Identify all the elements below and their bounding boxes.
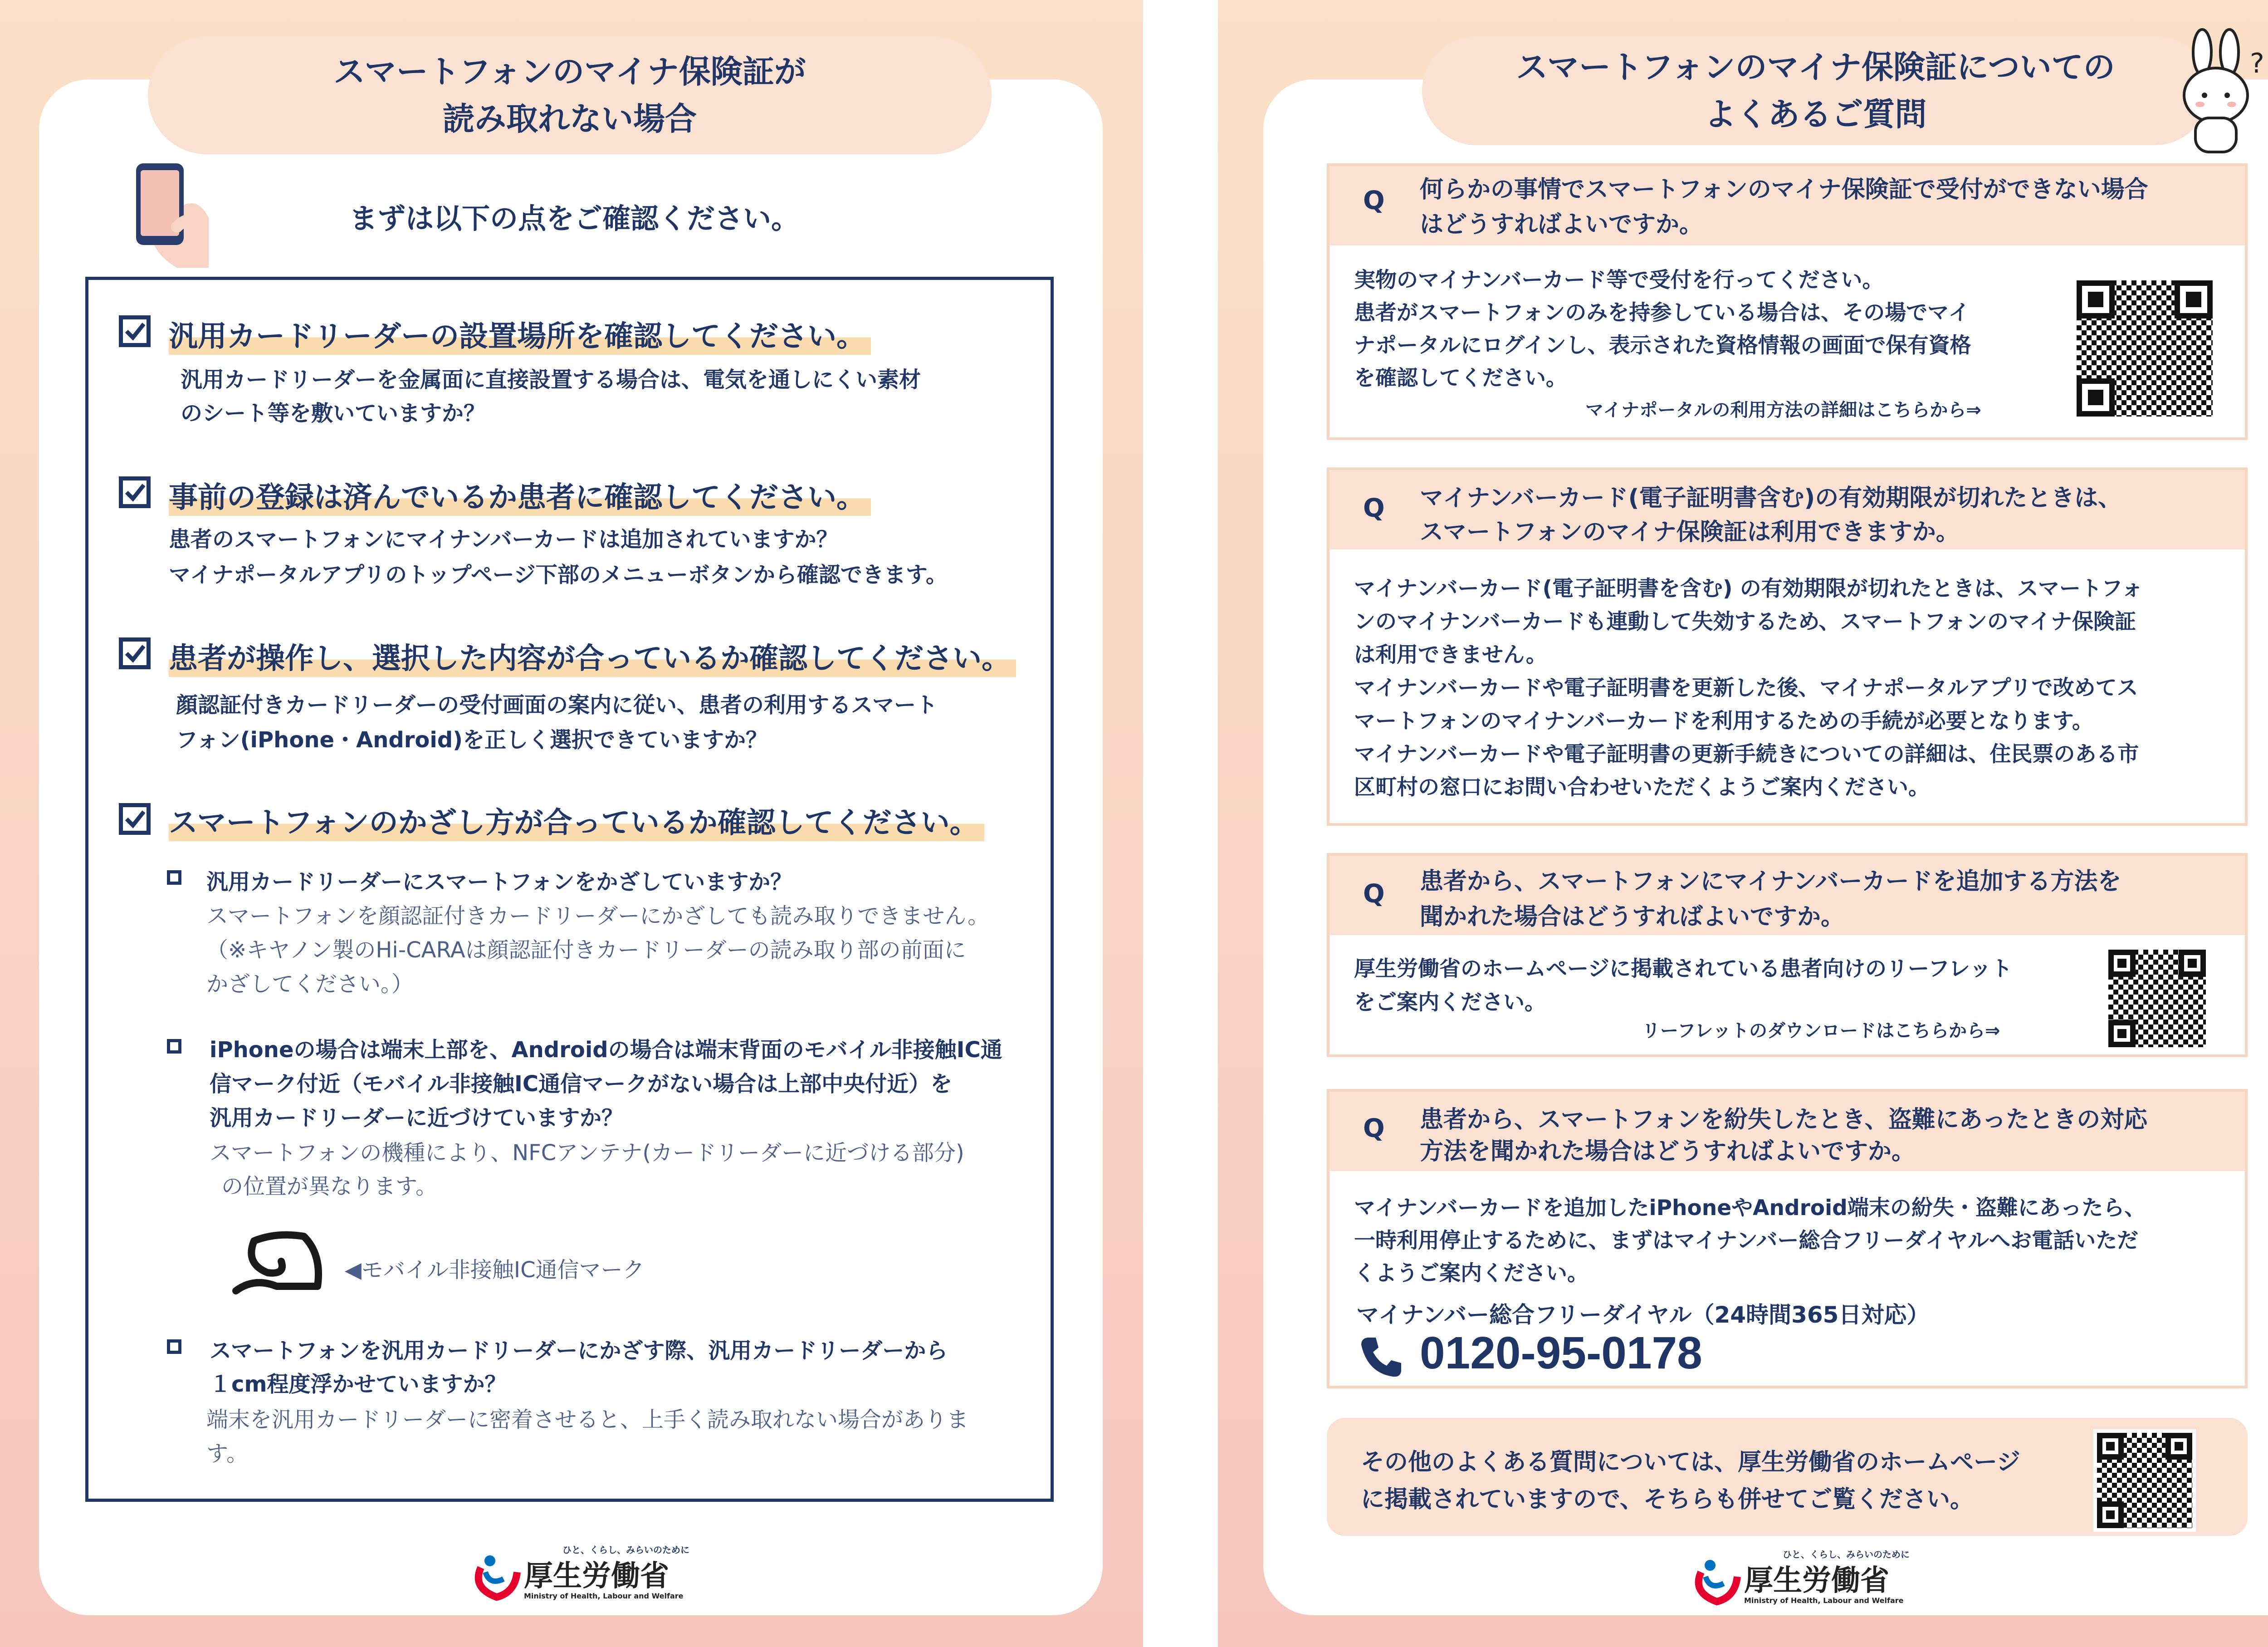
mhlw-emblem-icon bbox=[472, 1552, 522, 1602]
phone-number[interactable]: 0120-95-0178 bbox=[1420, 1328, 1702, 1378]
faq-answer: ナポータルにログインし、表示された資格情報の画面で保有資格 bbox=[1354, 333, 1971, 358]
svg-text:?: ? bbox=[2250, 48, 2264, 79]
sub-note: かざしてください。） bbox=[206, 971, 414, 997]
faq-answer: 厚生労働省のホームページに掲載されている患者向けのリーフレット bbox=[1354, 956, 2013, 981]
faq-answer: 実物のマイナンバーカード等で受付を行ってください。 bbox=[1354, 268, 1884, 293]
sub-question: １cm程度浮かせていますか？ bbox=[210, 1372, 507, 1397]
faq-q-marker: Q bbox=[1363, 879, 1385, 909]
sub-note: 端末を汎用カードリーダーに密着させると、上手く読み取れない場合がありま bbox=[206, 1407, 969, 1432]
sub-question: 汎用カードリーダーにスマートフォンをかざしていますか？ bbox=[206, 869, 792, 895]
faq-link-mynaportal[interactable]: マイナポータルの利用方法の詳細はこちらから⇒ bbox=[1585, 400, 1981, 421]
sub-question: 汎用カードリーダーに近づけていますか？ bbox=[210, 1105, 624, 1131]
sub-note: スマートフォンを顔認証付きカードリーダーにかざしても読み取りできません。 bbox=[206, 903, 990, 929]
logo-name: 厚生労働省 bbox=[524, 1559, 669, 1593]
checkbox-icon bbox=[119, 315, 151, 347]
qr-code-leaflet[interactable] bbox=[2105, 946, 2209, 1051]
faq-q-marker: Q bbox=[1363, 494, 1385, 523]
logo-tagline: ひと、くらし、みらいのために bbox=[562, 1544, 689, 1555]
faq-question: 患者から、スマートフォンにマイナンバーカードを追加する方法を bbox=[1420, 868, 2121, 895]
item-heading: 患者が操作し、選択した内容が合っているか確認してください。 bbox=[169, 635, 1016, 677]
faq-answer: マイナンバーカードを追加したiPhoneやAndroid端末の紛失・盗難にあったら、 bbox=[1354, 1196, 2146, 1221]
sub-note: す。 bbox=[206, 1441, 249, 1466]
mhlw-logo bbox=[1692, 1547, 1910, 1615]
logo-name: 厚生労働省 bbox=[1744, 1564, 1889, 1598]
footer-note-text: その他のよくある質問については、厚生労働省のホームページ bbox=[1361, 1449, 2020, 1476]
faq-answer: マイナンバーカードや電子証明書の更新手続きについての詳細は、住民票のある市 bbox=[1354, 742, 2139, 767]
faq-question: スマートフォンのマイナ保険証は利用できますか。 bbox=[1420, 519, 1960, 546]
logo-tagline: ひと、くらし、みらいのために bbox=[1783, 1549, 1910, 1560]
dial-label: マイナンバー総合フリーダイヤル（24時間365日対応） bbox=[1356, 1302, 1930, 1328]
checkbox-icon bbox=[119, 476, 151, 508]
sub-note: （※キヤノン製のHi-CARAは顔認証付きカードリーダーの読み取り部の前面に bbox=[206, 937, 966, 963]
nfc-mark-icon bbox=[227, 1227, 327, 1304]
bullet-square-icon bbox=[167, 1339, 181, 1354]
faq-answer: を確認してください。 bbox=[1354, 366, 1567, 391]
faq-q-marker: Q bbox=[1363, 1114, 1385, 1143]
item-text: 汎用カードリーダーを金属面に直接設置する場合は、電気を通しにくい素材 bbox=[181, 367, 921, 392]
mhlw-emblem-icon bbox=[1692, 1556, 1742, 1606]
left-title-line1: スマートフォンのマイナ保険証が bbox=[333, 53, 806, 90]
rabbit-mascot-icon bbox=[2168, 27, 2268, 159]
item-text: マイナポータルアプリのトップページ下部のメニューボタンから確認できます。 bbox=[169, 562, 948, 588]
logo-english: Ministry of Health, Labour and Welfare bbox=[524, 1592, 684, 1600]
faq-answer: は利用できません。 bbox=[1354, 642, 1547, 667]
sub-question: iPhoneの場合は端末上部を、Androidの場合は端末背面のモバイル非接触IC通 bbox=[210, 1037, 1002, 1063]
qr-code-faq[interactable] bbox=[2093, 1429, 2196, 1532]
sub-note: の位置が異なります。 bbox=[221, 1174, 438, 1199]
item-text: フォン(iPhone・Android)を正しく選択できていますか？ bbox=[176, 727, 768, 753]
item-heading: 汎用カードリーダーの設置場所を確認してください。 bbox=[169, 313, 871, 355]
faq-answer: マイナンバーカードや電子証明書を更新した後、マイナポータルアプリで改めてス bbox=[1354, 676, 2138, 701]
left-intro: まずは以下の点をご確認ください。 bbox=[349, 202, 800, 235]
mhlw-logo bbox=[472, 1543, 689, 1611]
faq-answer: 患者がスマートフォンのみを持参している場合は、その場でマイ bbox=[1354, 300, 1970, 325]
footer-note-text: に掲載されていますので、そちらも併せてご覧ください。 bbox=[1361, 1486, 1974, 1513]
phone-hand-icon bbox=[122, 159, 213, 272]
faq-question: 聞かれた場合はどうすればよいですか。 bbox=[1420, 903, 1845, 931]
faq-link-leaflet[interactable]: リーフレットのダウンロードはこちらから⇒ bbox=[1642, 1020, 2000, 1041]
item-text: 顔認証付きカードリーダーの受付画面の案内に従い、患者の利用するスマート bbox=[176, 692, 938, 718]
faq-answer: 区町村の窓口にお問い合わせいただくようご案内ください。 bbox=[1354, 775, 1930, 800]
faq-question: 方法を聞かれた場合はどうすればよいですか。 bbox=[1420, 1138, 1916, 1165]
nfc-mark-label: ◀モバイル非接触IC通信マーク bbox=[345, 1257, 645, 1283]
left-title-line2: 読み取れない場合 bbox=[443, 100, 697, 137]
phone-icon bbox=[1359, 1334, 1404, 1379]
checkbox-icon bbox=[119, 803, 151, 835]
item-text: のシート等を敷いていますか？ bbox=[181, 401, 486, 426]
sub-question: 信マーク付近（モバイル非接触IC通信マークがない場合は上部中央付近）を bbox=[210, 1071, 953, 1097]
faq-question: 何らかの事情でスマートフォンのマイナ保険証で受付ができない場合 bbox=[1420, 176, 2148, 203]
faq-question: 患者から、スマートフォンを紛失したとき、盗難にあったときの対応 bbox=[1420, 1106, 2148, 1133]
checkbox-icon bbox=[119, 637, 151, 669]
faq-q-marker: Q bbox=[1363, 186, 1385, 216]
bullet-square-icon bbox=[167, 870, 181, 885]
faq-answer: マイナンバーカード(電子証明書を含む) の有効期限が切れたときは、スマートフォ bbox=[1354, 576, 2143, 601]
faq-answer: くようご案内ください。 bbox=[1354, 1261, 1589, 1286]
right-title-line2: よくあるご質問 bbox=[1704, 96, 1927, 133]
sub-note: スマートフォンの機種により、NFCアンテナ(カードリーダーに近づける部分) bbox=[210, 1140, 964, 1166]
item-heading: スマートフォンのかざし方が合っているか確認してください。 bbox=[169, 799, 984, 841]
right-title-pill bbox=[1422, 36, 2209, 145]
logo-english: Ministry of Health, Labour and Welfare bbox=[1744, 1596, 1904, 1605]
faq-question: マイナンバーカード(電子証明書含む)の有効期限が切れたときは、 bbox=[1420, 485, 2122, 512]
faq-answer: 一時利用停止するために、まずはマイナンバー総合フリーダイヤルへお電話いただ bbox=[1354, 1228, 2139, 1253]
sub-question: スマートフォンを汎用カードリーダーにかざす際、汎用カードリーダーから bbox=[210, 1338, 948, 1363]
faq-answer: マートフォンのマイナンバーカードを利用するための手続が必要となります。 bbox=[1354, 709, 2093, 734]
faq-answer: ンのマイナンバーカードも連動して失効するため、スマートフォンのマイナ保険証 bbox=[1354, 609, 2136, 634]
qr-code-mynaportal[interactable] bbox=[2073, 277, 2216, 420]
bullet-square-icon bbox=[167, 1039, 181, 1054]
item-heading: 事前の登録は済んでいるか患者に確認してください。 bbox=[169, 474, 871, 516]
right-title-line1: スマートフォンのマイナ保険証についての bbox=[1516, 49, 2115, 86]
left-title-pill bbox=[148, 36, 992, 154]
faq-answer: をご案内ください。 bbox=[1354, 990, 1546, 1015]
item-text: 患者のスマートフォンにマイナンバーカードは追加されていますか？ bbox=[169, 527, 838, 552]
faq-question: はどうすればよいですか。 bbox=[1420, 211, 1703, 238]
